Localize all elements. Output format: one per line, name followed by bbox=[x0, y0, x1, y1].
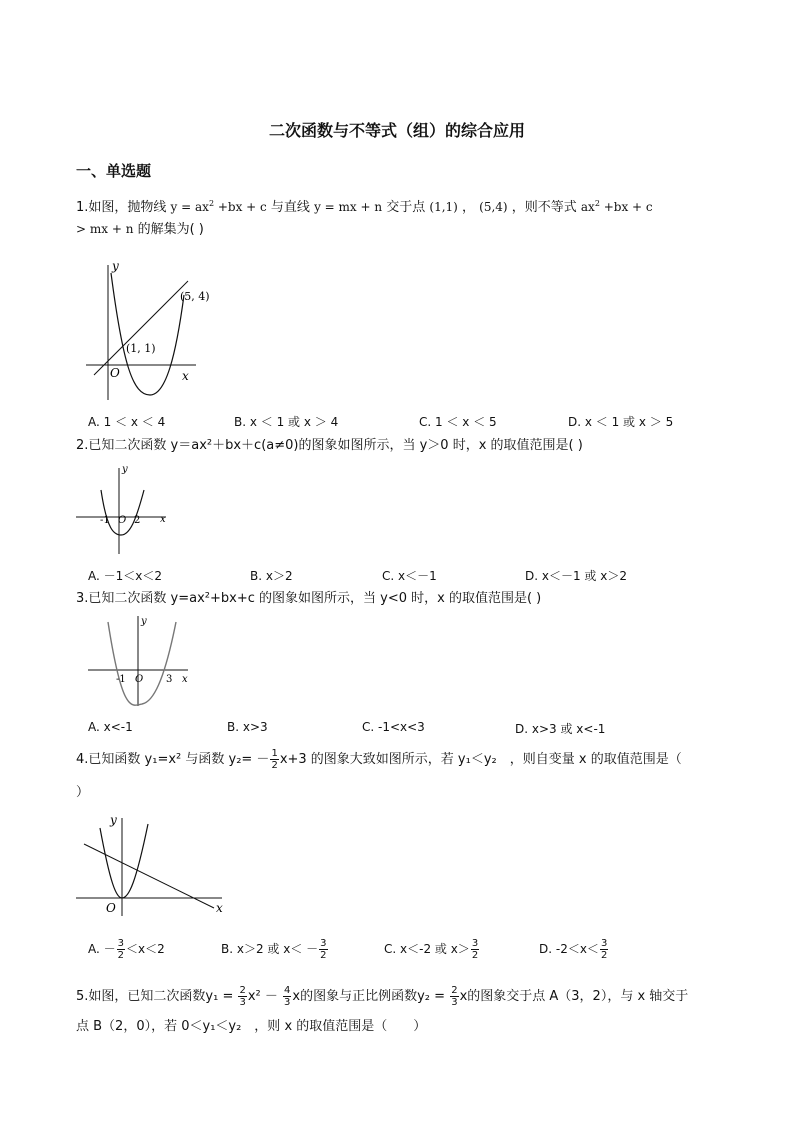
q1-sep: ， bbox=[461, 200, 475, 215]
q4-text-b: x+3 的图象大致如图所示，若 y₁＜y₂ ，则自变量 x 的取值范围是（ bbox=[279, 752, 682, 767]
q2-tick-2: 2 bbox=[134, 515, 141, 526]
q3-option-a[interactable]: A. x<-1 bbox=[88, 720, 133, 734]
q1-point-1: (1,1) bbox=[429, 200, 458, 214]
q1-option-c[interactable]: C. 1 ＜ x ＜ 5 bbox=[419, 415, 497, 429]
q1-origin: O bbox=[110, 366, 120, 380]
q2-option-b[interactable]: B. x＞2 bbox=[250, 569, 293, 583]
q2-origin: O bbox=[118, 515, 127, 526]
q1-point-label-1: (1, 1) bbox=[126, 342, 156, 355]
section-heading: 一、单选题 bbox=[76, 162, 152, 180]
q2-option-a[interactable]: A. －1＜x＜2 bbox=[88, 569, 162, 583]
q4-x-label: x bbox=[216, 901, 223, 915]
q2-graph bbox=[74, 460, 174, 556]
q1-line-expr: y = mx + n bbox=[314, 200, 383, 214]
q1-parabola bbox=[111, 273, 184, 395]
q1-x-label: x bbox=[182, 369, 189, 383]
q1-option-b[interactable]: B. x ＜ 1 或 x ＞ 4 bbox=[234, 415, 339, 429]
q1-prefix: 1.如图，抛物线 bbox=[76, 200, 167, 215]
q4-text-a: 4.已知函数 y₁=x² 与函数 y₂= － bbox=[76, 752, 270, 767]
q4-fraction: $\frac{1}{2}$ bbox=[271, 748, 278, 771]
q4-origin: O bbox=[106, 901, 116, 915]
question-1-line-1 bbox=[76, 195, 736, 217]
q3-y-label: y bbox=[141, 616, 147, 627]
q1-ask: 的解集为( ) bbox=[137, 222, 204, 237]
q1-end: ，则不等式 bbox=[511, 200, 577, 215]
q5-text-d: x的图象交于点 A（3，2），与 x 轴交于 bbox=[459, 989, 689, 1004]
q2-tick-minus1: -1 bbox=[100, 515, 110, 526]
page-title: 二次函数与不等式（组）的综合应用 bbox=[268, 121, 525, 140]
q1-option-a[interactable]: A. 1 ＜ x ＜ 4 bbox=[88, 415, 166, 429]
question-2-text: 2.已知二次函数 y＝ax²＋bx＋c(a≠0)的图象如图所示，当 y＞0 时，x 的取值范围是( ) bbox=[76, 438, 583, 453]
q1-mid: 与直线 bbox=[270, 200, 310, 215]
q4-graph bbox=[74, 812, 234, 922]
q3-origin: O bbox=[135, 674, 144, 685]
q1-point-2: (5,4) bbox=[479, 200, 508, 214]
q4-option-d[interactable]: D. -2＜x＜ $\frac{3}{2}$ bbox=[539, 938, 608, 961]
q5-fraction-2: $\frac{4}{3}$ bbox=[284, 985, 291, 1008]
q3-option-b[interactable]: B. x>3 bbox=[227, 720, 268, 734]
q4-option-a[interactable]: A. － $\frac{3}{2}$ ＜x＜2 bbox=[88, 938, 165, 961]
q1-option-d[interactable]: D. x ＜ 1 或 x ＞ 5 bbox=[568, 415, 674, 429]
q5-text-b: x² － bbox=[247, 989, 278, 1004]
q3-option-d[interactable]: D. x>3 或 x<-1 bbox=[515, 722, 606, 736]
q1-y-label: y bbox=[112, 259, 119, 273]
q4-y-label: y bbox=[110, 813, 117, 827]
question-4-line-1 bbox=[76, 748, 682, 771]
q5-fraction-3: $\frac{2}{3}$ bbox=[451, 985, 458, 1008]
q1-parabola-expr: $y = ax^2 +bx + c$ bbox=[170, 199, 267, 214]
question-5-line-1 bbox=[76, 985, 688, 1008]
q1-inequality: $ax^2 +bx + c$ bbox=[580, 199, 653, 214]
q3-tick-minus1: -1 bbox=[116, 674, 126, 685]
q2-y-label: y bbox=[122, 464, 128, 475]
question-3-text: 3.已知二次函数 y=ax²+bx+c 的图象如图所示，当 y<0 时，x 的取值范围是( ) bbox=[76, 591, 542, 606]
q3-tick-3: 3 bbox=[166, 674, 173, 685]
q3-graph bbox=[86, 612, 196, 708]
q4-option-b[interactable]: B. x＞2 或 x＜ － $\frac{3}{2}$ bbox=[221, 938, 327, 961]
q3-option-c[interactable]: C. -1<x<3 bbox=[362, 720, 425, 734]
q4-parabola bbox=[100, 824, 148, 898]
q2-parabola bbox=[101, 490, 144, 535]
q3-parabola bbox=[108, 622, 176, 705]
q1-rhs: > mx + n bbox=[76, 222, 134, 236]
q5-text-c: x的图象与正比例函数y₂ = bbox=[292, 989, 446, 1004]
q4-option-c[interactable]: C. x＜-2 或 x＞ $\frac{3}{2}$ bbox=[384, 938, 479, 961]
q5-text-a: 5.如图，已知二次函数y₁ = bbox=[76, 989, 234, 1004]
q1-graph bbox=[78, 255, 228, 405]
q3-x-label: x bbox=[182, 674, 188, 685]
q2-x-label: x bbox=[160, 514, 166, 525]
q1-mid2: 交于点 bbox=[386, 200, 426, 215]
q1-point-label-2: (5, 4) bbox=[180, 290, 210, 303]
q5-fraction-1: $\frac{2}{3}$ bbox=[239, 985, 246, 1008]
question-5-line-2: 点 B（2，0），若 0＜y₁＜y₂ ，则 x 的取值范围是（ ） bbox=[76, 1019, 427, 1034]
question-4-line-2: ） bbox=[76, 785, 90, 800]
question-1-line-2 bbox=[76, 220, 204, 239]
q2-option-c[interactable]: C. x＜－1 bbox=[382, 569, 437, 583]
q2-option-d[interactable]: D. x＜－1 或 x＞2 bbox=[525, 569, 627, 583]
